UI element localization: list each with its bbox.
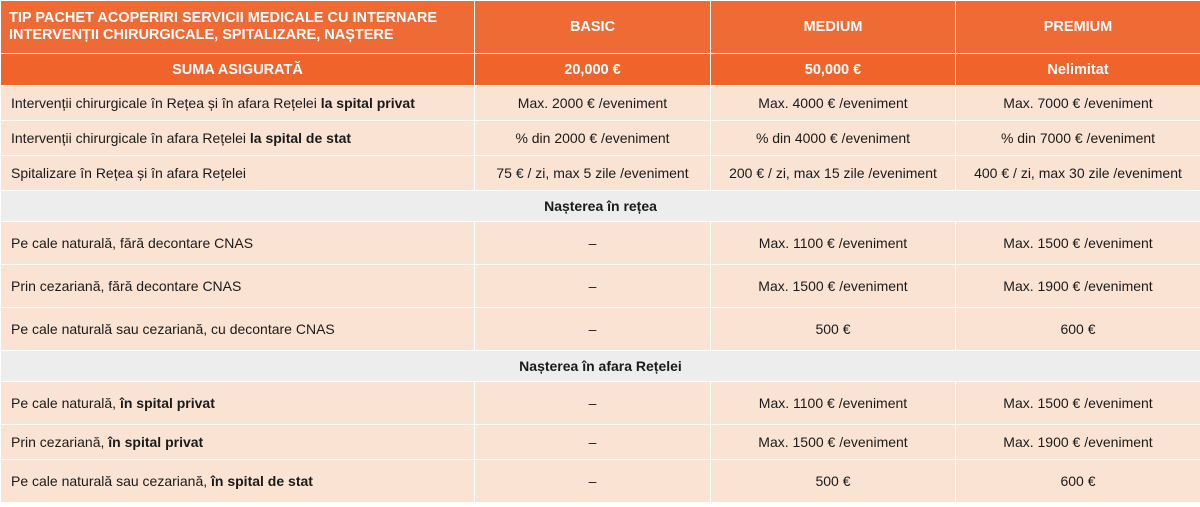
row-basic: –: [475, 460, 711, 503]
plan-premium-header: PREMIUM: [956, 1, 1200, 54]
row-premium: 600 €: [956, 308, 1200, 351]
row-label: Pe cale naturală sau cezariană, cu decontare CNAS: [1, 308, 475, 351]
row-medium: 500 €: [711, 308, 956, 351]
row-basic: 75 € / zi, max 5 zile /eveniment: [475, 156, 711, 191]
row-medium: % din 4000 € /eveniment: [711, 121, 956, 156]
row-basic: Max. 2000 € /eveniment: [475, 86, 711, 121]
section-header-birth-outside-network: [1, 351, 1200, 382]
sum-insured-row: [1, 54, 1200, 86]
section-header-birth-network: [1, 191, 1200, 222]
row-medium: Max. 1100 € /eveniment: [711, 382, 956, 425]
row-premium: Max. 1500 € /eveniment: [956, 382, 1200, 425]
header-title-line2: INTERVENȚII CHIRURGICALE, SPITALIZARE, NAȘTERE: [9, 27, 394, 43]
header-row: [1, 1, 1200, 54]
row-label: Spitalizare în Rețea și în afara Rețelei: [1, 156, 475, 191]
plan-medium-header: MEDIUM: [711, 1, 956, 54]
row-label: Intervenții chirurgicale în Rețea și în afara Rețelei la spital privat: [1, 86, 475, 121]
row-basic: –: [475, 265, 711, 308]
table-row: [1, 425, 1200, 460]
row-premium: % din 7000 € /eveniment: [956, 121, 1200, 156]
sum-insured-premium: Nelimitat: [956, 54, 1200, 86]
row-basic: –: [475, 222, 711, 265]
row-medium: Max. 4000 € /eveniment: [711, 86, 956, 121]
table-row: [1, 121, 1200, 156]
row-premium: Max. 7000 € /eveniment: [956, 86, 1200, 121]
row-label: Pe cale naturală, în spital privat: [1, 382, 475, 425]
header-title: [1, 1, 475, 54]
row-premium: 400 € / zi, max 30 zile /eveniment: [956, 156, 1200, 191]
row-medium: Max. 1500 € /eveniment: [711, 425, 956, 460]
row-medium: 500 €: [711, 460, 956, 503]
row-basic: –: [475, 425, 711, 460]
row-label: Intervenții chirurgicale în afara Rețelei la spital de stat: [1, 121, 475, 156]
row-medium: Max. 1100 € /eveniment: [711, 222, 956, 265]
table-row: [1, 265, 1200, 308]
row-premium: Max. 1900 € /eveniment: [956, 425, 1200, 460]
row-label: Prin cezariană, fără decontare CNAS: [1, 265, 475, 308]
row-basic: % din 2000 € /eveniment: [475, 121, 711, 156]
sum-insured-label: SUMA ASIGURATĂ: [1, 54, 475, 86]
row-basic: –: [475, 382, 711, 425]
header-title-line1: TIP PACHET ACOPERIRI SERVICII MEDICALE CU INTERNARE: [9, 10, 438, 26]
row-medium: 200 € / zi, max 15 zile /eveniment: [711, 156, 956, 191]
table-row: [1, 86, 1200, 121]
sum-insured-basic: 20,000 €: [475, 54, 711, 86]
row-label: Pe cale naturală, fără decontare CNAS: [1, 222, 475, 265]
plan-basic-header: BASIC: [475, 1, 711, 54]
table-row: [1, 156, 1200, 191]
section-title: Nașterea în afara Rețelei: [1, 351, 1200, 382]
table-row: [1, 382, 1200, 425]
row-medium: Max. 1500 € /eveniment: [711, 265, 956, 308]
sum-insured-medium: 50,000 €: [711, 54, 956, 86]
row-premium: Max. 1500 € /eveniment: [956, 222, 1200, 265]
section-title: Nașterea în rețea: [1, 191, 1200, 222]
row-label: Pe cale naturală sau cezariană, în spital de stat: [1, 460, 475, 503]
row-premium: 600 €: [956, 460, 1200, 503]
row-basic: –: [475, 308, 711, 351]
row-label: Prin cezariană, în spital privat: [1, 425, 475, 460]
table-row: [1, 222, 1200, 265]
table-row: [1, 460, 1200, 503]
table-row: [1, 308, 1200, 351]
row-premium: Max. 1900 € /eveniment: [956, 265, 1200, 308]
